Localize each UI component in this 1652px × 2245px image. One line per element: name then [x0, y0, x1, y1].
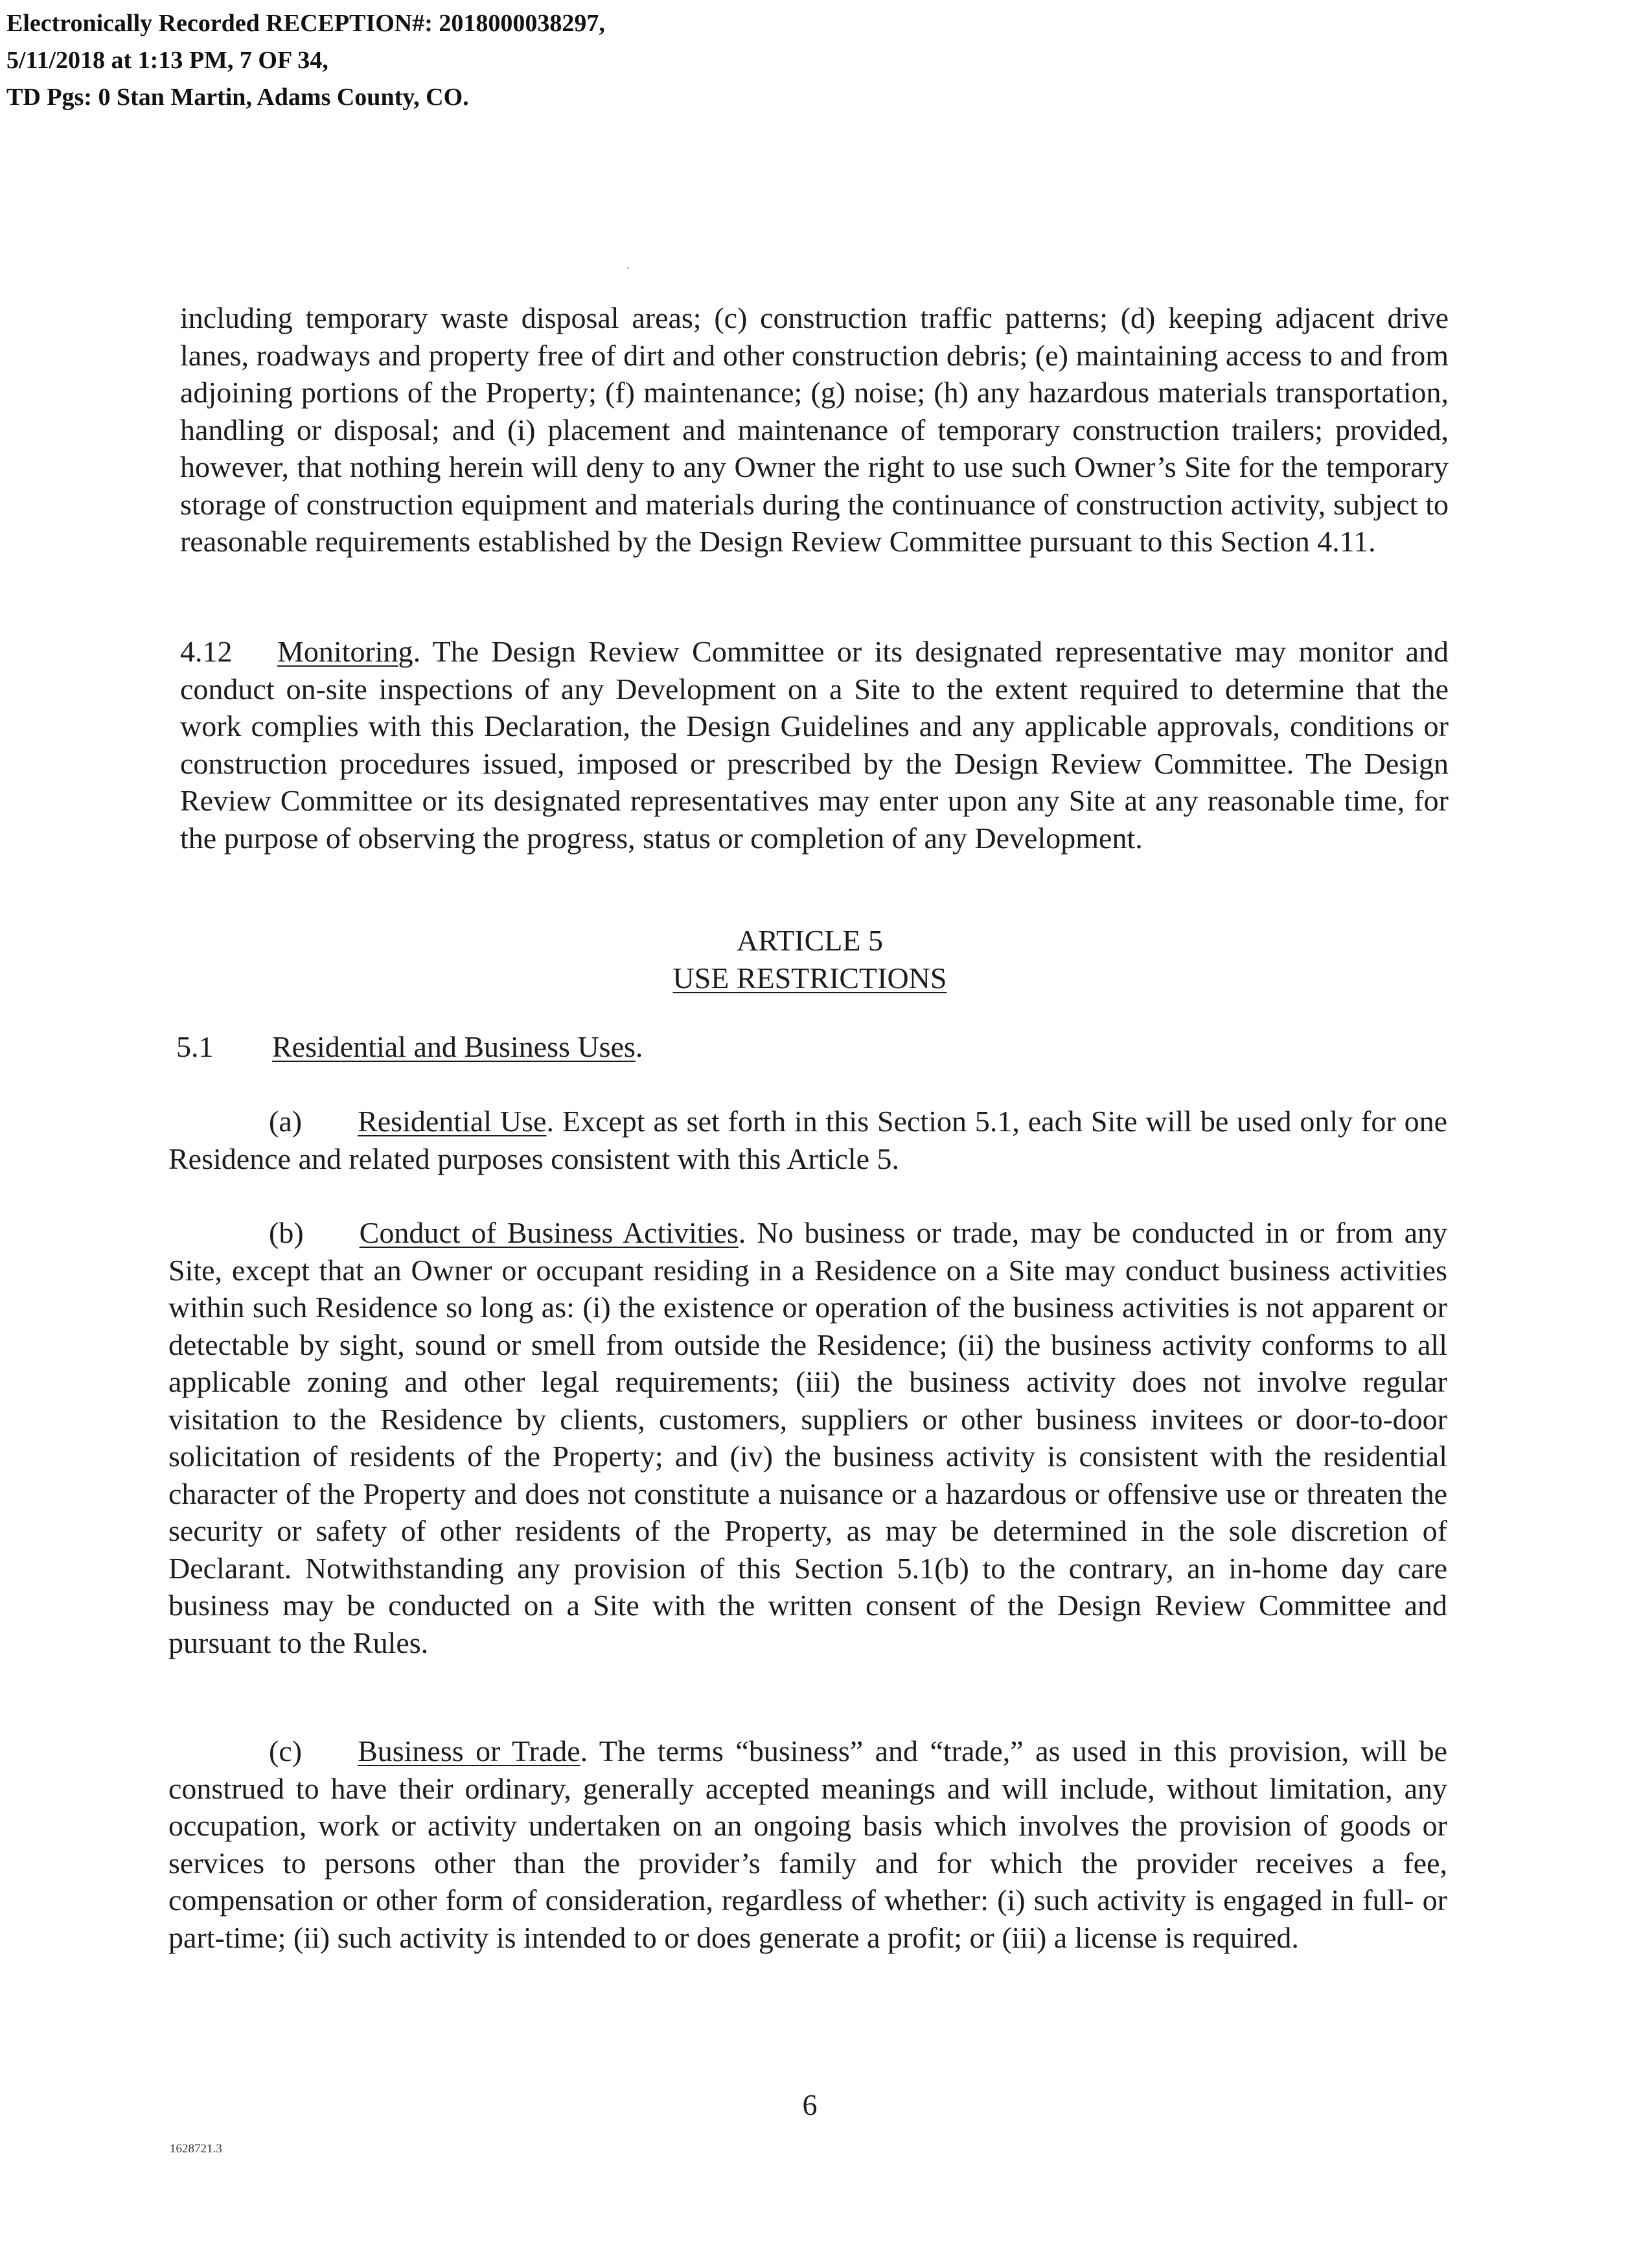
- recording-stamp: [6, 5, 605, 116]
- subsection-b-paragraph: [168, 1214, 1447, 1661]
- section-5-1-heading: [176, 1028, 1148, 1066]
- recording-stamp-line-3: TD Pgs: 0 Stan Martin, Adams County, CO.: [6, 84, 469, 111]
- subsection-c-paragraph: [168, 1733, 1447, 1956]
- subsection-b-text: . No business or trade, may be conducted in or from any Site, except that an Owner or occupant residing in a Residence on a Site may conduct business activities within such Residence so long as: (i) the existence or operation of the business activities is not apparent or detectable by sight, sound or smell from outside the Residence; (ii) the business activity conforms to all applicable zoning and other legal requirements; (iii) the business activity does not involve regular visitation to the Residence by clients, customers, suppliers or other business invitees or door-to-door solicitation of residents of the Property; and (iv) the business activity is consistent with the residential character of the Property and does not constitute a nuisance or a hazardous or offensive use or threaten the security or safety of other residents of the Property, as may be determined in the sole discretion of Declarant. Notwithstanding any provision of this Section 5.1(b) to the contrary, an in-home day care business may be conducted on a Site with the written consent of the Design Review Committee and pursuant to the Rules.: [168, 1216, 1447, 1659]
- page-number: 6: [802, 2088, 818, 2121]
- subsection-a-paragraph: [168, 1103, 1447, 1177]
- section-5-1-title-end: .: [635, 1030, 643, 1063]
- document-id: 1628721.3: [170, 2142, 222, 2156]
- recording-stamp-line-2: 5/11/2018 at 1:13 PM, 7 OF 34,: [6, 47, 328, 74]
- section-4-12-title: Monitoring: [277, 635, 413, 668]
- subsection-b-label: (b): [269, 1216, 304, 1249]
- subsection-a-label: (a): [269, 1105, 303, 1138]
- scan-speck: [627, 267, 629, 269]
- subsection-c-text: . The terms “business” and “trade,” as used in this provision, will be construed to have their ordinary, generally accepted meanings and will include, without limitation, any occupation, work or activity undertaken on an ongoing basis which involves the provision of goods or services to persons other than the provider’s family and for which the provider receives a fee, compensation or other form of consideration, regardless of whether: (i) such activity is engaged in full- or part-time; (ii) such activity is intended to or does generate a profit; or (iii) a license is required.: [168, 1734, 1447, 1954]
- section-5-1-title: Residential and Business Uses: [272, 1030, 636, 1063]
- recording-stamp-line-1: Electronically Recorded RECEPTION#: 2018000038297,: [6, 10, 605, 37]
- section-5-1-number: 5.1: [176, 1030, 214, 1063]
- subsection-b-title: Conduct of Business Activities: [359, 1216, 739, 1249]
- article-label: ARTICLE 5: [737, 924, 883, 957]
- article-title: [609, 960, 1011, 997]
- article-title-text: USE RESTRICTIONS: [672, 961, 947, 995]
- subsection-a-title: Residential Use: [358, 1105, 547, 1138]
- subsection-a-text: . Except as set forth in this Section 5.1, each Site will be used only for one Residence and related purposes consistent with this Article 5.: [168, 1105, 1447, 1175]
- section-4-12-paragraph: [180, 633, 1449, 857]
- section-4-12-number: 4.12: [180, 635, 233, 668]
- section-4-12-text: . The Design Review Committee or its designated representative may monitor and conduct on-site inspections of any Development on a Site to the extent required to determine that the work complies with this Declaration, the Design Guidelines and any applicable approvals, conditions or construction procedures issued, imposed or prescribed by the Design Review Committee. The Design Review Committee or its designated representatives may enter upon any Site at any reasonable time, for the purpose of observing the progress, status or completion of any Development.: [180, 635, 1449, 855]
- subsection-c-label: (c): [269, 1734, 303, 1767]
- continuation-paragraph: including temporary waste disposal areas; (c) construction traffic patterns; (d) keeping adjacent drive lanes, roadways and property free of dirt and other construction debris; (e) maintaining access to and from adjoining portions of the Property; (f) maintenance; (g) noise; (h) any hazardous materials transportation, handling or disposal; and (i) placement and maintenance of temporary construction trailers; provided, however, that nothing herein will deny to any Owner the right to use such Owner’s Site for the temporary storage of construction equipment and materials during the continuance of construction activity, subject to reasonable requirements established by the Design Review Committee pursuant to this Section 4.11.: [180, 301, 1449, 558]
- subsection-c-title: Business or Trade: [358, 1734, 580, 1767]
